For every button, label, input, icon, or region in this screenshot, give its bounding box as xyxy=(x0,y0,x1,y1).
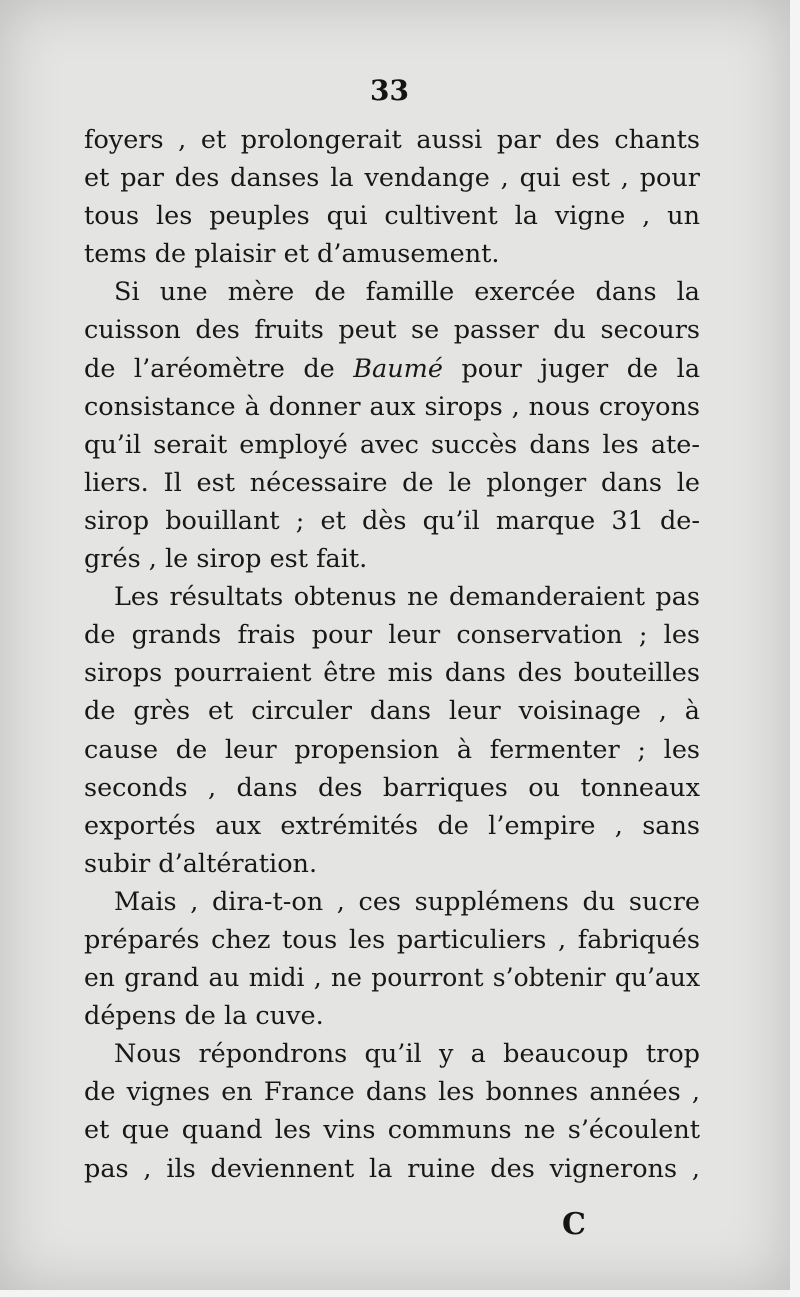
body-text xyxy=(84,121,700,1188)
italic-name: Baumé xyxy=(353,353,443,384)
text-line: Si une mère de famille exercée dans la xyxy=(114,277,700,308)
text-line: exportés aux extrémités de l’empire , sans xyxy=(84,810,700,841)
page-edge-bottom xyxy=(0,1290,800,1297)
text-line: subir d’altération. xyxy=(84,848,318,879)
signature-mark: C xyxy=(562,1207,586,1242)
text-line: et que quand les vins communs ne s’écoulent xyxy=(84,1115,700,1146)
text-line: Les résultats obtenus ne demanderaient pas xyxy=(114,582,700,613)
text-line: en grand au midi , ne pourront s’obtenir qu’aux xyxy=(84,963,700,993)
text-line: tous les peuples qui cultivent la vigne , un xyxy=(84,201,700,232)
text-line: cause de leur propension à fermenter ; les xyxy=(84,734,700,765)
text-line: grés , le sirop est fait. xyxy=(84,544,368,575)
text-line: foyers , et prolongerait aussi par des chants xyxy=(84,125,700,155)
text-line: de grès et circuler dans leur voisinage , à xyxy=(84,696,700,727)
text-line-with-name xyxy=(84,350,700,388)
text-line: de grands frais pour leur conservation ; les xyxy=(84,620,700,651)
text-line: seconds , dans des barriques ou tonneaux xyxy=(84,772,700,803)
text-line: pas , ils deviennent la ruine des vignerons , xyxy=(84,1153,700,1184)
page-edge-right xyxy=(790,0,800,1297)
text-line: de vignes en France dans les bonnes années , xyxy=(84,1077,700,1108)
text-line: Nous répondrons qu’il y a beaucoup trop xyxy=(114,1039,700,1070)
text-line: qu’il serait employé avec succès dans les ate- xyxy=(84,429,700,460)
text-line: liers. Il est nécessaire de le plonger dans le xyxy=(84,467,700,498)
page-number: 33 xyxy=(370,74,409,107)
text-fragment: pour juger de la xyxy=(461,353,701,384)
text-line: tems de plaisir et d’amusement. xyxy=(84,239,500,270)
text-line: préparés chez tous les particuliers , fabriqués xyxy=(84,924,700,955)
text-line: dépens de la cuve. xyxy=(84,1001,324,1032)
text-line: Mais , dira-t-on , ces supplémens du sucre xyxy=(114,886,700,917)
text-line: cuisson des fruits peut se passer du secours xyxy=(84,315,700,346)
text-line: sirop bouillant ; et dès qu’il marque 31 de- xyxy=(84,505,700,536)
text-fragment: de l’aréomètre de xyxy=(84,353,335,384)
text-line: consistance à donner aux sirops , nous croyons xyxy=(84,391,700,422)
text-line: sirops pourraient être mis dans des bouteilles xyxy=(84,658,700,689)
text-line: et par des danses la vendange , qui est , pour xyxy=(84,163,700,194)
